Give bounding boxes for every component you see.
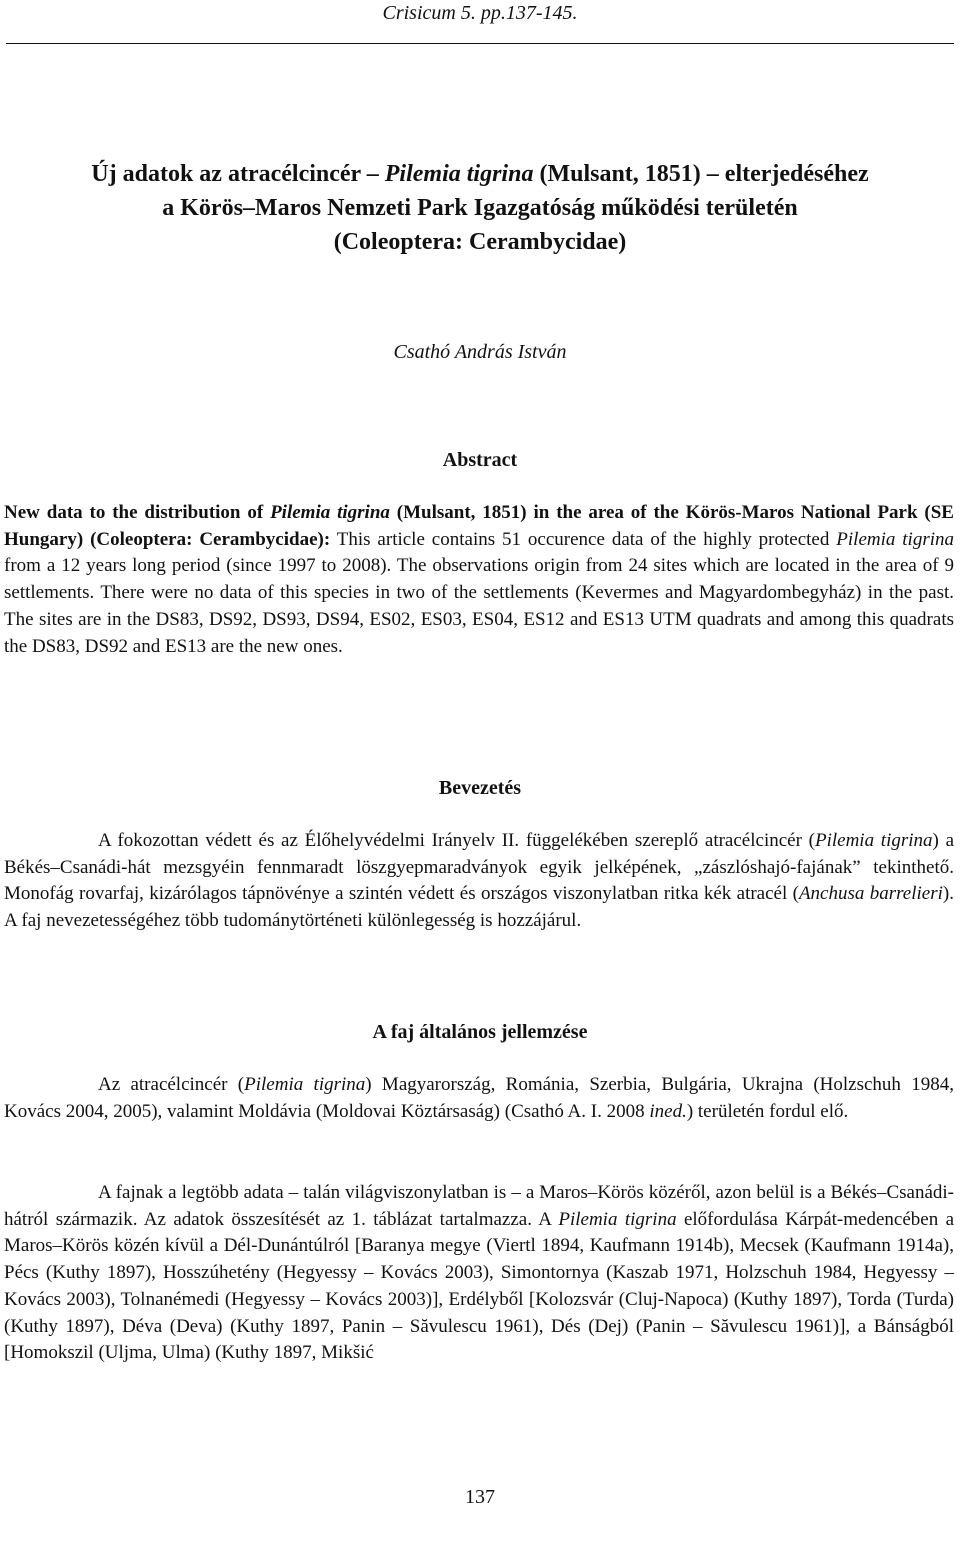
title-line-3: (Coleoptera: Cerambycidae): [333, 229, 627, 255]
title-line-1: Új adatok az atracélcincér – Pilemia tigrina (Mulsant, 1851) – elterjedéséhez: [91, 161, 869, 187]
abstract-text: New data to the distribution of Pilemia tigrina (Mulsant, 1851) in the area of the Körös-Maros National Park (SE Hungary) (Coleoptera: Cerambycidae): This article contains 51 occurence data of the highly protected Pilemia tigrina from a 12 years long period (since 1997 to 2008). The observations origin from 24 sites which are located in the area of 9 settlements. There were no data of this species in two of the settlements (Kevermes and Magyardombegyház) in the past. The sites are in the DS83, DS92, DS93, DS94, ES02, ES03, ES04, ES12 and ES13 UTM quadrats and among this quadrats the DS83, DS92 and ES13 are the new ones.: [4, 502, 955, 657]
title-line-2: a Körös–Maros Nemzeti Park Igazgatóság működési területén: [162, 195, 798, 221]
species-paragraph-2: A fajnak a legtöbb adata – talán világviszonylatban is – a Maros–Körös közéről, azon belül is a Békés–Csanádi-hátról származik. Az adatok összesítését az 1. táblázat tartalmazza. A Pilemia tigrina előfordulása Kárpát-medencében a Maros–Körös közén kívül a Dél-Dunántúlról [Baranya megye (Viertl 1894, Kaufmann 1914b), Mecsek (Kaufmann 1914a), Pécs (Kuthy 1897), Hosszúhetény (Hegyessy – Kovács 2003), Simontornya (Kaszab 1971, Holzschuh 1984, Hegyessy – Kovács 2003), Tolnanémedi (Hegyessy – Kovács 2003)], Erdélyből [Kolozsvár (Cluj-Napoca) (Kuthy 1897), Torda (Turda) (Kuthy 1897), Déva (Deva) (Kuthy 1897, Panin – Săvulescu 1961), Dés (Dej) (Panin – Săvulescu 1961)], a Bánságból [Homokszil (Uljma, Ulma) (Kuthy 1897, Mikšić: [4, 1182, 955, 1364]
title-species: Pilemia tigrina: [384, 161, 534, 187]
abstract-lead: New data to the distribution of Pilemia tigrina (Mulsant, 1851) in the area of the Körös-Maros National Park (SE Hungary) (Coleoptera: Cerambycidae):: [4, 502, 954, 550]
section-heading-species: A faj általános jellemzése: [372, 1021, 588, 1043]
intro-paragraph: A fokozottan védett és az Élőhelyvédelmi Irányelv II. függelékében szereplő atracélcincér (Pilemia tigrina) a Békés–Csanádi-hát mezsgyéin fennmaradt löszgyepmaradványok egyik jelképének, „zászlóshajó-fajának” tekinthető. Monofág rovarfaj, kizárólagos tápnövénye a szintén védett és országos viszonylatban ritka kék atracél (Anchusa barrelieri). A faj nevezetességéhez több tudománytörténeti különlegesség is hozzájárul.: [4, 830, 955, 932]
paper-title: [0, 157, 960, 259]
header-rule: [6, 43, 954, 44]
running-head: Crisicum 5. pp.137-145.: [382, 2, 578, 24]
page-number: 137: [465, 1486, 495, 1508]
section-heading-intro: Bevezetés: [438, 777, 522, 799]
species-paragraph-1: Az atracélcincér (Pilemia tigrina) Magyarország, Románia, Szerbia, Bulgária, Ukrajna (Holzschuh 1984, Kovács 2004, 2005), valamint Moldávia (Moldovai Köztársaság) (Csathó A. I. 2008 ined.) területén fordul elő.: [4, 1074, 954, 1122]
author: Csathó András István: [393, 341, 567, 363]
abstract-heading: Abstract: [442, 449, 518, 471]
